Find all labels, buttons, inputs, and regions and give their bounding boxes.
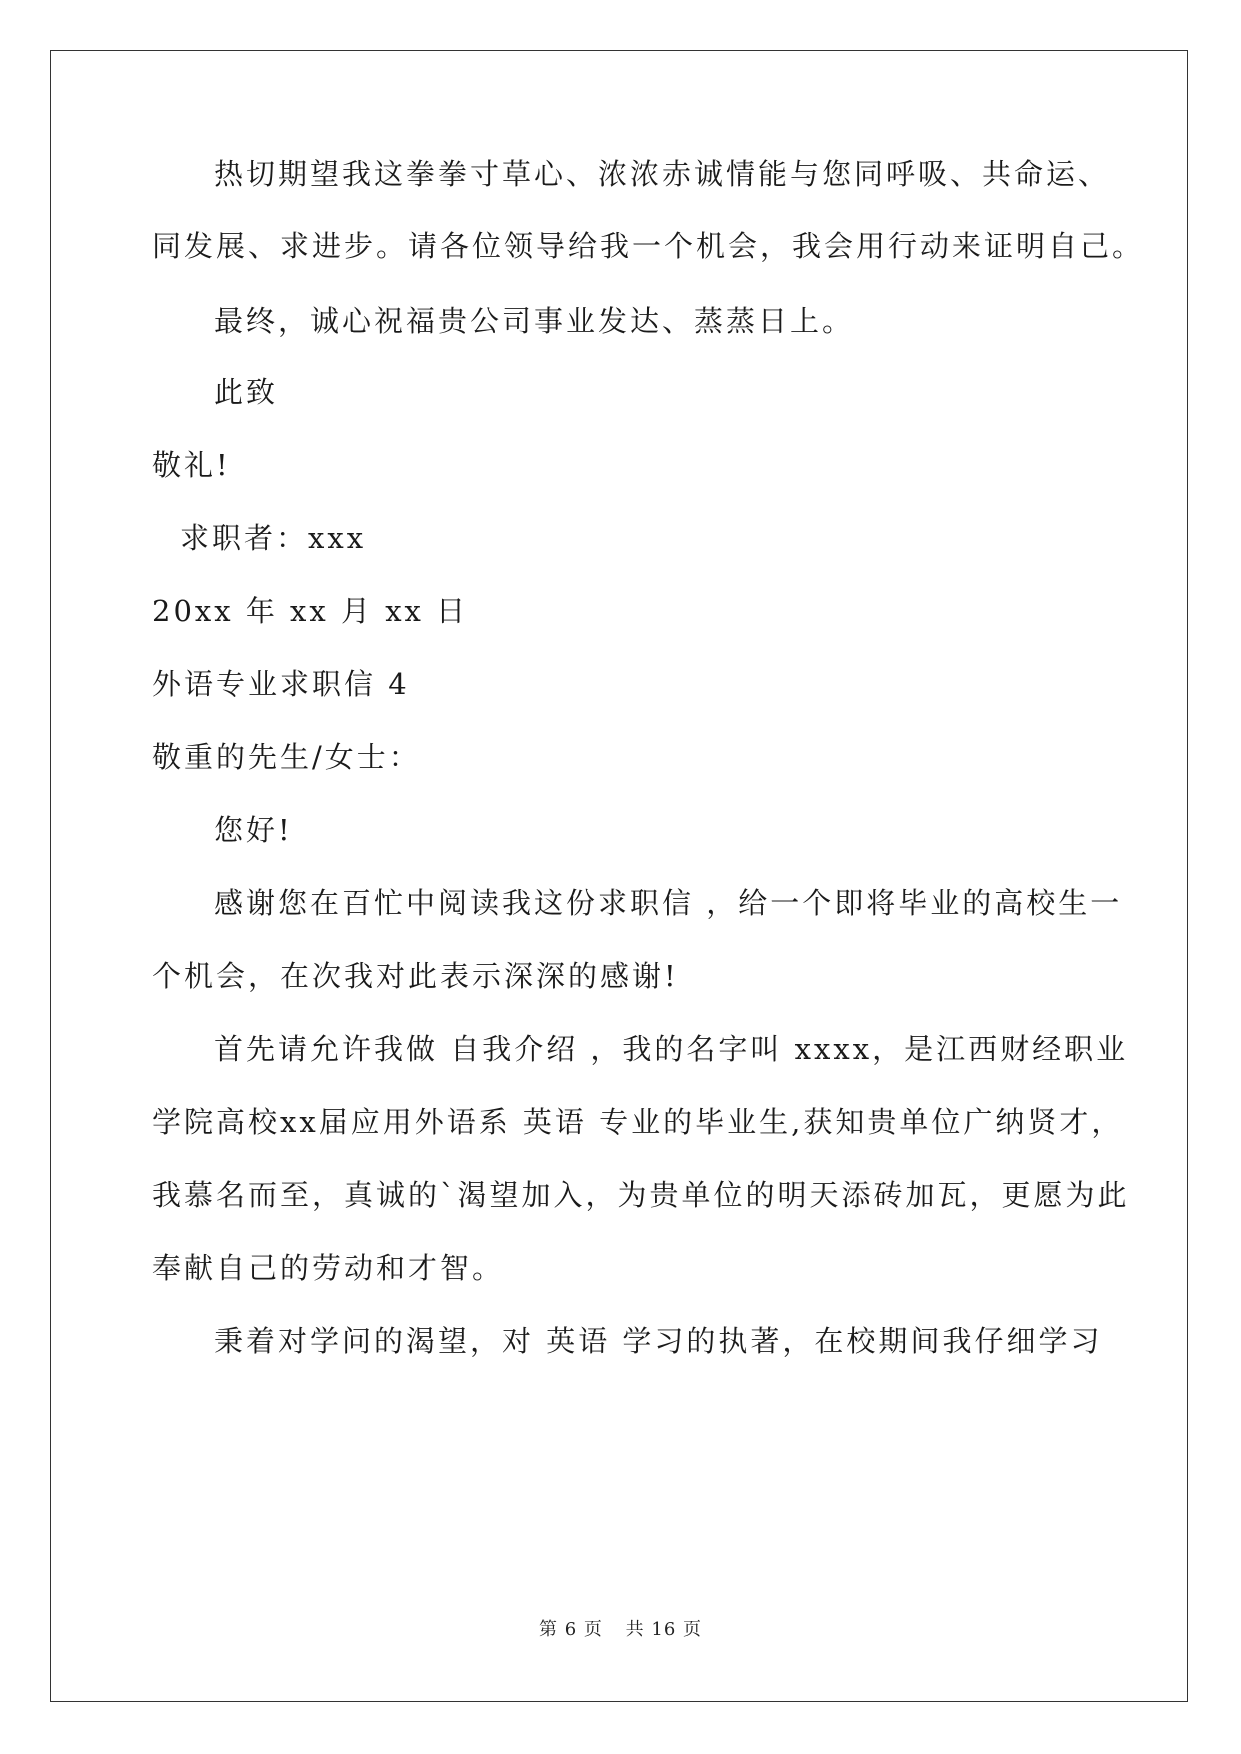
paragraph-line: 同发展、求进步。请各位领导给我一个机会，我会用行动来证明自己。 xyxy=(152,229,1145,263)
signature-date: 20xx 年 xx 月 xx 日 xyxy=(152,594,469,628)
paragraph-line: 学院高校xx届应用外语系 英语 专业的毕业生,获知贵单位广纳贤才， xyxy=(152,1105,1124,1139)
signature-applicant: 求职者：xxx xyxy=(180,521,367,555)
closing-salutation: 此致 xyxy=(214,375,279,409)
letter-greeting: 您好! xyxy=(214,813,293,847)
letter-greeting-recipient: 敬重的先生/女士： xyxy=(152,740,421,774)
closing-wish: 最终，诚心祝福贵公司事业发达、蒸蒸日上。 xyxy=(214,304,855,338)
paragraph-line: 个机会，在次我对此表示深深的感谢! xyxy=(152,959,679,993)
page-border xyxy=(50,50,1188,1702)
section-title: 外语专业求职信 4 xyxy=(152,667,410,701)
paragraph-line: 秉着对学问的渴望，对 英语 学习的执著，在校期间我仔细学习 xyxy=(214,1324,1103,1358)
page-footer xyxy=(0,1615,1241,1641)
paragraph-line: 热切期望我这拳拳寸草心、浓浓赤诚情能与您同呼吸、共命运、 xyxy=(214,157,1111,191)
page-number-total: 共 16 页 xyxy=(625,1619,702,1640)
page-number-current: 第 6 页 xyxy=(539,1619,603,1640)
paragraph-line: 感谢您在百忙中阅读我这份求职信 ，给一个即将毕业的高校生一 xyxy=(214,886,1123,920)
paragraph-line: 我慕名而至，真诚的`渴望加入，为贵单位的明天添砖加瓦，更愿为此 xyxy=(152,1178,1130,1212)
paragraph-line: 首先请允许我做 自我介绍 ，我的名字叫 xxxx，是江西财经职业 xyxy=(214,1032,1129,1066)
paragraph-line: 奉献自己的劳动和才智。 xyxy=(152,1251,505,1285)
closing-respect: 敬礼! xyxy=(152,448,231,482)
